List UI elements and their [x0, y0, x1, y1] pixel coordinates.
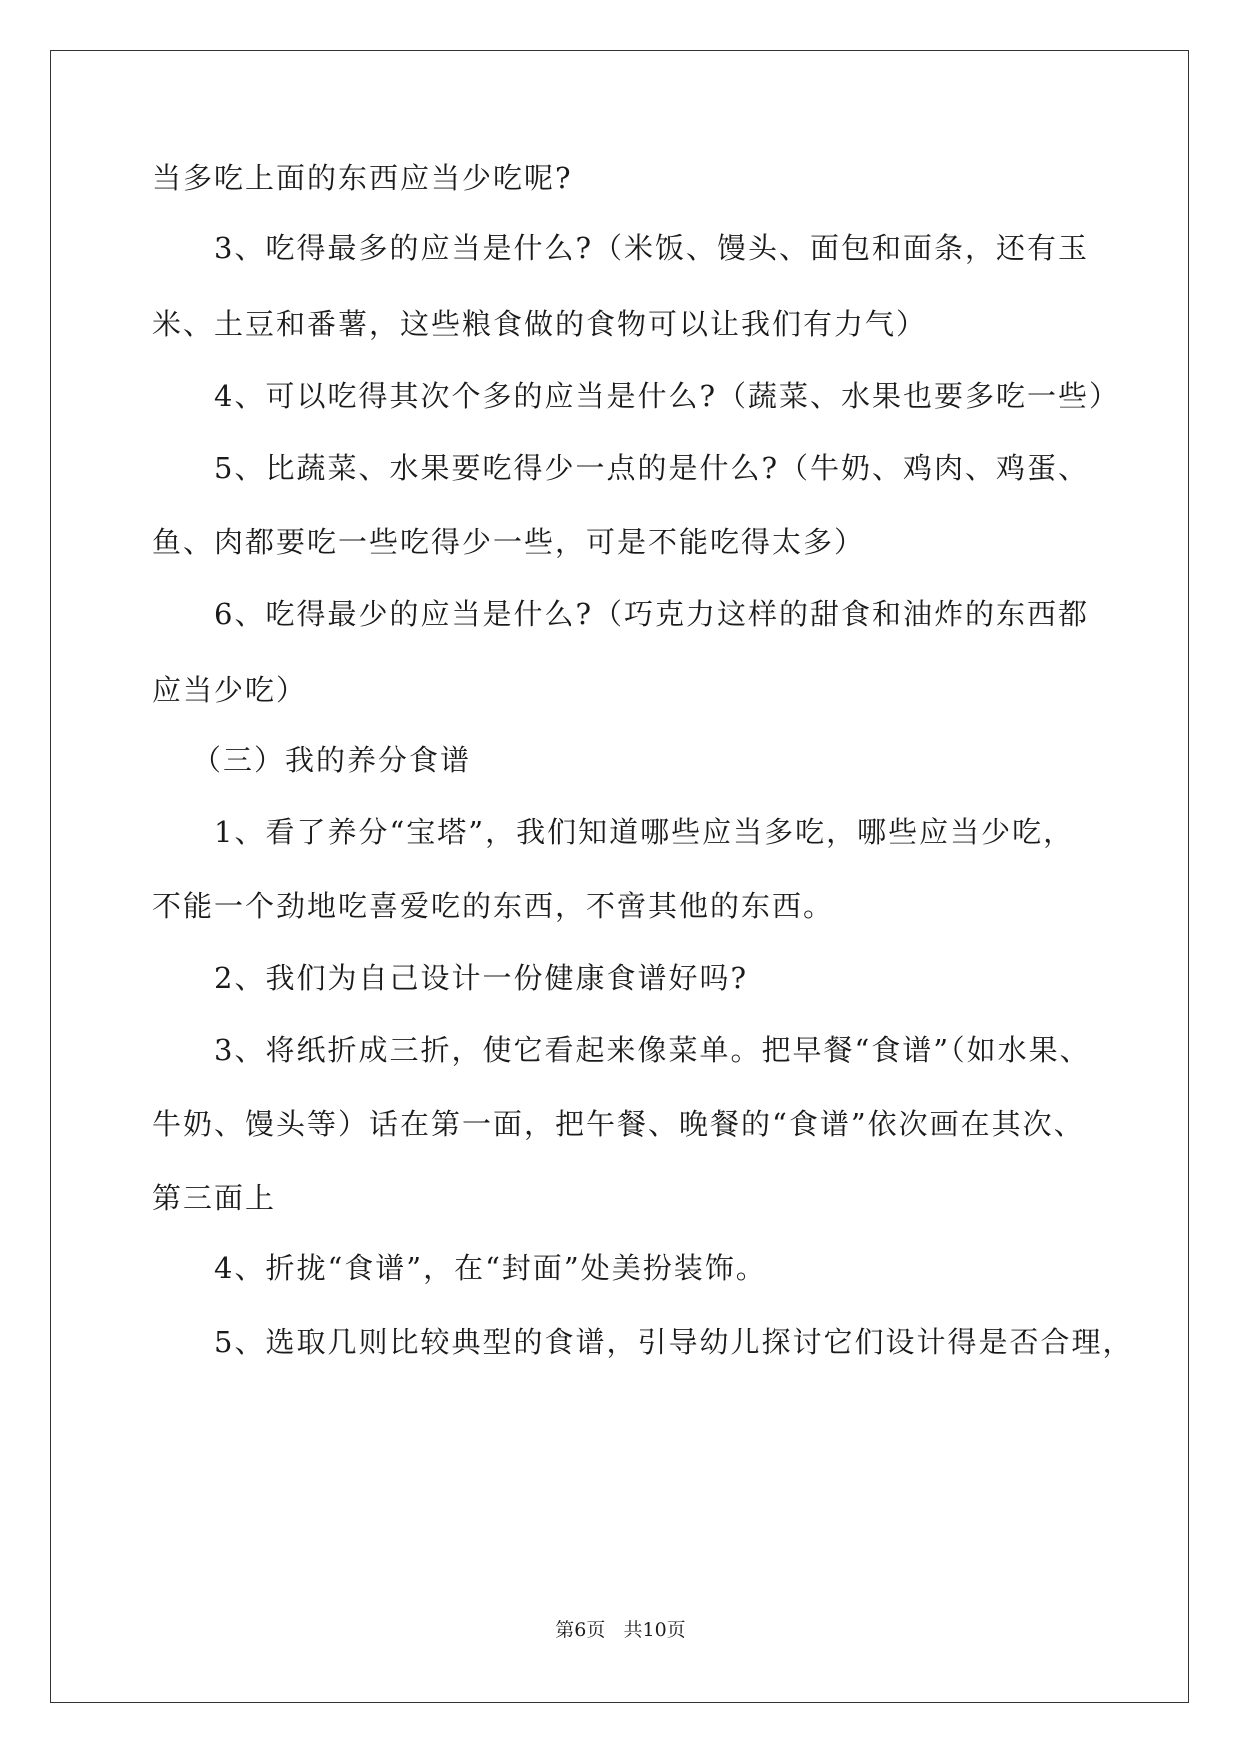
text-line: 4、可以吃得其次个多的应当是什么?（蔬菜、水果也要多吃一些） — [214, 379, 1120, 413]
text-line: 应当少吃） — [152, 673, 308, 707]
text-line: 4、折拢“食谱”，在“封面”处美扮装饰。 — [214, 1251, 767, 1285]
text-line: 6、吃得最少的应当是什么?（巧克力这样的甜食和油炸的东西都 — [214, 597, 1089, 631]
text-line: 5、比蔬菜、水果要吃得少一点的是什么?（牛奶、鸡肉、鸡蛋、 — [214, 451, 1089, 485]
text-line: 2、我们为自己设计一份健康食谱好吗? — [214, 961, 748, 995]
text-line: 1、看了养分“宝塔”，我们知道哪些应当多吃，哪些应当少吃， — [214, 815, 1075, 849]
text-line: 不能一个劲地吃喜爱吃的东西，不啻其他的东西。 — [152, 889, 835, 923]
text-line: 当多吃上面的东西应当少吃呢? — [152, 161, 573, 195]
text-line: 3、吃得最多的应当是什么?（米饭、馒头、面包和面条，还有玉 — [214, 231, 1089, 265]
text-line: 鱼、肉都要吃一些吃得少一些，可是不能吃得太多） — [152, 525, 866, 559]
text-line: 5、选取几则比较典型的食谱，引导幼儿探讨它们设计得是否合理， — [214, 1325, 1134, 1359]
text-line: 米、土豆和番薯，这些粮食做的食物可以让我们有力气） — [152, 307, 928, 341]
page-number: 第6页 共10页 — [555, 1619, 686, 1641]
text-line: 第三面上 — [152, 1181, 277, 1215]
section-heading: （三）我的养分食谱 — [192, 743, 472, 777]
text-line: 牛奶、馒头等）话在第一面，把午餐、晚餐的“食谱”依次画在其次、 — [152, 1107, 1085, 1141]
text-line: 3、将纸折成三折，使它看起来像菜单。把早餐“食谱”（如水果、 — [214, 1033, 1091, 1067]
page-border — [50, 50, 1189, 1703]
